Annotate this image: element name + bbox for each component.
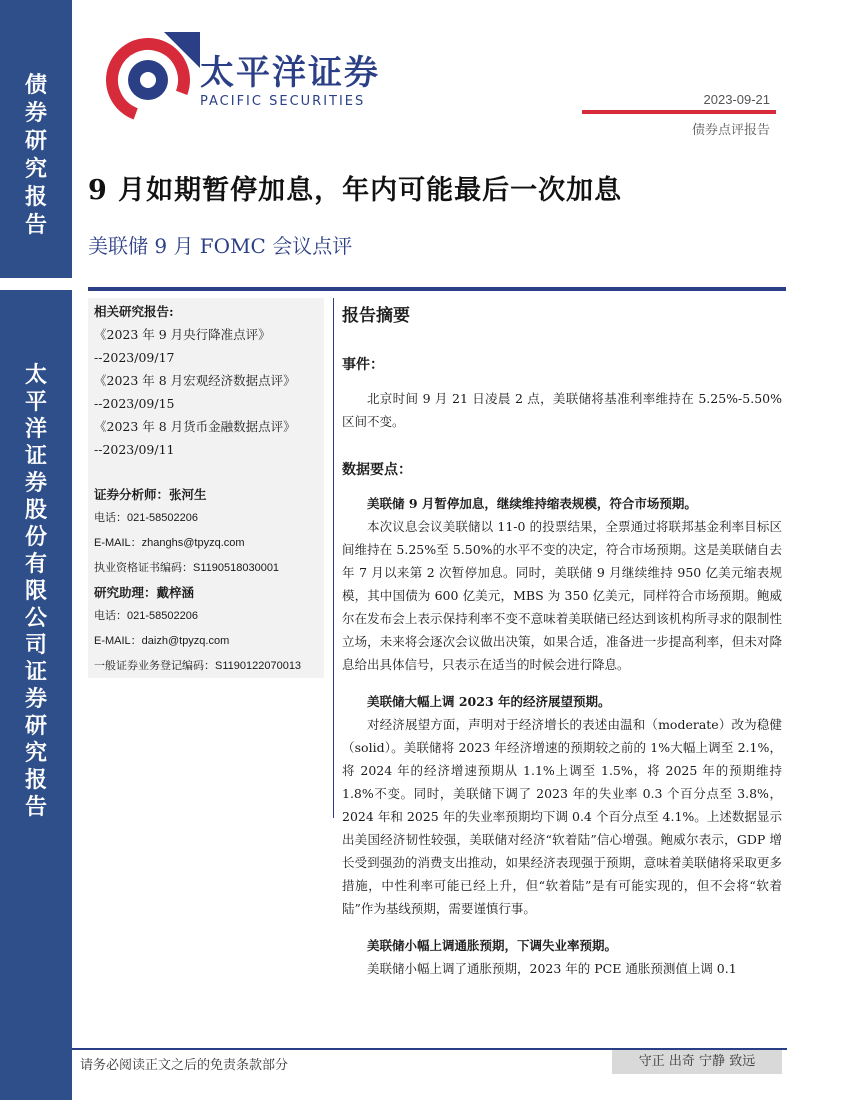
related-report-date: --2023/09/17	[94, 350, 175, 365]
related-reports-heading: 相关研究报告:	[94, 304, 174, 319]
footer-disclaimer: 请务必阅读正文之后的免责条款部分	[80, 1058, 289, 1073]
report-type: 债券点评报告	[691, 123, 770, 138]
analyst-phone: 电话：021-58502206	[94, 512, 198, 524]
section-divider	[88, 287, 786, 291]
summary-heading: 报告摘要	[342, 306, 410, 326]
sidebar-report-category: 债 券 研 究 报 告	[24, 73, 47, 238]
column-divider	[333, 298, 334, 818]
point-3-heading: 美联储小幅上调通胀预期，下调失业率预期。	[367, 938, 618, 953]
related-report-date: --2023/09/15	[94, 396, 175, 411]
logo-text-cn: 太平洋证券	[200, 53, 380, 93]
sidebar	[0, 0, 72, 1100]
page-subtitle: 美联储 9 月 FOMC 会议点评	[88, 234, 353, 258]
related-report-date: --2023/09/11	[94, 442, 175, 457]
assistant-email[interactable]: E-MAIL：daizh@tpyzq.com	[94, 635, 230, 647]
point-2-text: 对经济展望方面，声明对于经济增长的表述由温和（moderate）改为稳健（solid）。美联储将 2023 年经济增速的预期较之前的 1%大幅上调至 2.1%，将 2024 年的经济增速预期从 1.1%上调至 1.5%，将 2025 年的预期维持 1.8%不变。同时，美联储下调了 2023 年的失业率 0.3 个百分点至 3.8%，2024 年和 2025 年的失业率预期均下调 0.4 个百分点至 4.1%。上述数据显示出美国经济韧性较强，美联储对经济“软着陆”信心增强。鲍威尔表示，GDP 增长受到强劲的消费支出推动，如果经济表现强于预期，意味着美联储将采取更多措施，中性利率可能已经上升，但“软着陆”是有可能实现的，但不会将“软着陆”作为基线预期，需要谨慎行事。	[342, 717, 782, 916]
logo-text-en: PACIFIC SECURITIES	[200, 94, 366, 109]
sidebar-company-name: 太 平 洋 证 券 股 份 有 限 公 司 证 券 研 究 报 告	[24, 363, 47, 820]
point-3-text: 美联储小幅上调了通胀预期，2023 年的 PCE 通胀预测值上调 0.1	[367, 961, 737, 976]
header-accent-line	[582, 110, 776, 114]
analyst-cert: 执业资格证书编码：S1190518030001	[94, 562, 280, 574]
page-title: 9 月如期暂停加息，年内可能最后一次加息	[88, 175, 623, 206]
event-heading: 事件：	[342, 357, 384, 373]
related-report-title[interactable]: 《2023 年 8 月货币金融数据点评》	[94, 419, 296, 434]
left-column	[94, 300, 330, 679]
data-heading: 数据要点：	[342, 462, 412, 478]
point-1-heading: 美联储 9 月暂停加息，继续维持缩表规模，符合市场预期。	[367, 496, 697, 511]
related-report-title[interactable]: 《2023 年 9 月央行降准点评》	[94, 327, 271, 342]
report-date: 2023-09-21	[703, 92, 770, 107]
point-2-heading: 美联储大幅上调 2023 年的经济展望预期。	[367, 694, 611, 709]
analyst-email[interactable]: E-MAIL：zhanghs@tpyzq.com	[94, 537, 245, 549]
event-text: 北京时间 9 月 21 日凌晨 2 点，美联储将基准利率维持在 5.25%-5.50%区间不变。	[342, 391, 782, 429]
main-content	[342, 305, 782, 980]
assistant-cert: 一般证券业务登记编码：S1190122070013	[94, 660, 302, 672]
related-report-title[interactable]: 《2023 年 8 月宏观经济数据点评》	[94, 373, 296, 388]
assistant-heading: 研究助理：戴梓涵	[94, 585, 195, 600]
assistant-phone: 电话：021-58502206	[94, 610, 198, 622]
analyst-heading: 证券分析师：张河生	[94, 487, 207, 502]
point-1-text: 本次议息会议美联储以 11-0 的投票结果，全票通过将联邦基金利率目标区间维持在 5.25%至 5.50%的水平不变的决定，符合市场预期。这是美联储自去年 7 月以来第 2 次暂停加息。同时，美联储 9 月继续维持 950 亿美元缩表规模，其中国债为 600 亿美元，MBS 为 350 亿美元，同样符合市场预期。鲍威尔在发布会上表示保持利率不变不意味着美联储已经达到该机构所寻求的限制性立场，未来将会逐次会议做出决策，如果合适，准备进一步提高利率，但未对降息给出具体信号，只表示在适当的时候会进行降息。	[342, 519, 782, 672]
footer-motto: 守正 出奇 宁静 致远	[612, 1050, 782, 1074]
company-logo-icon	[104, 22, 204, 122]
